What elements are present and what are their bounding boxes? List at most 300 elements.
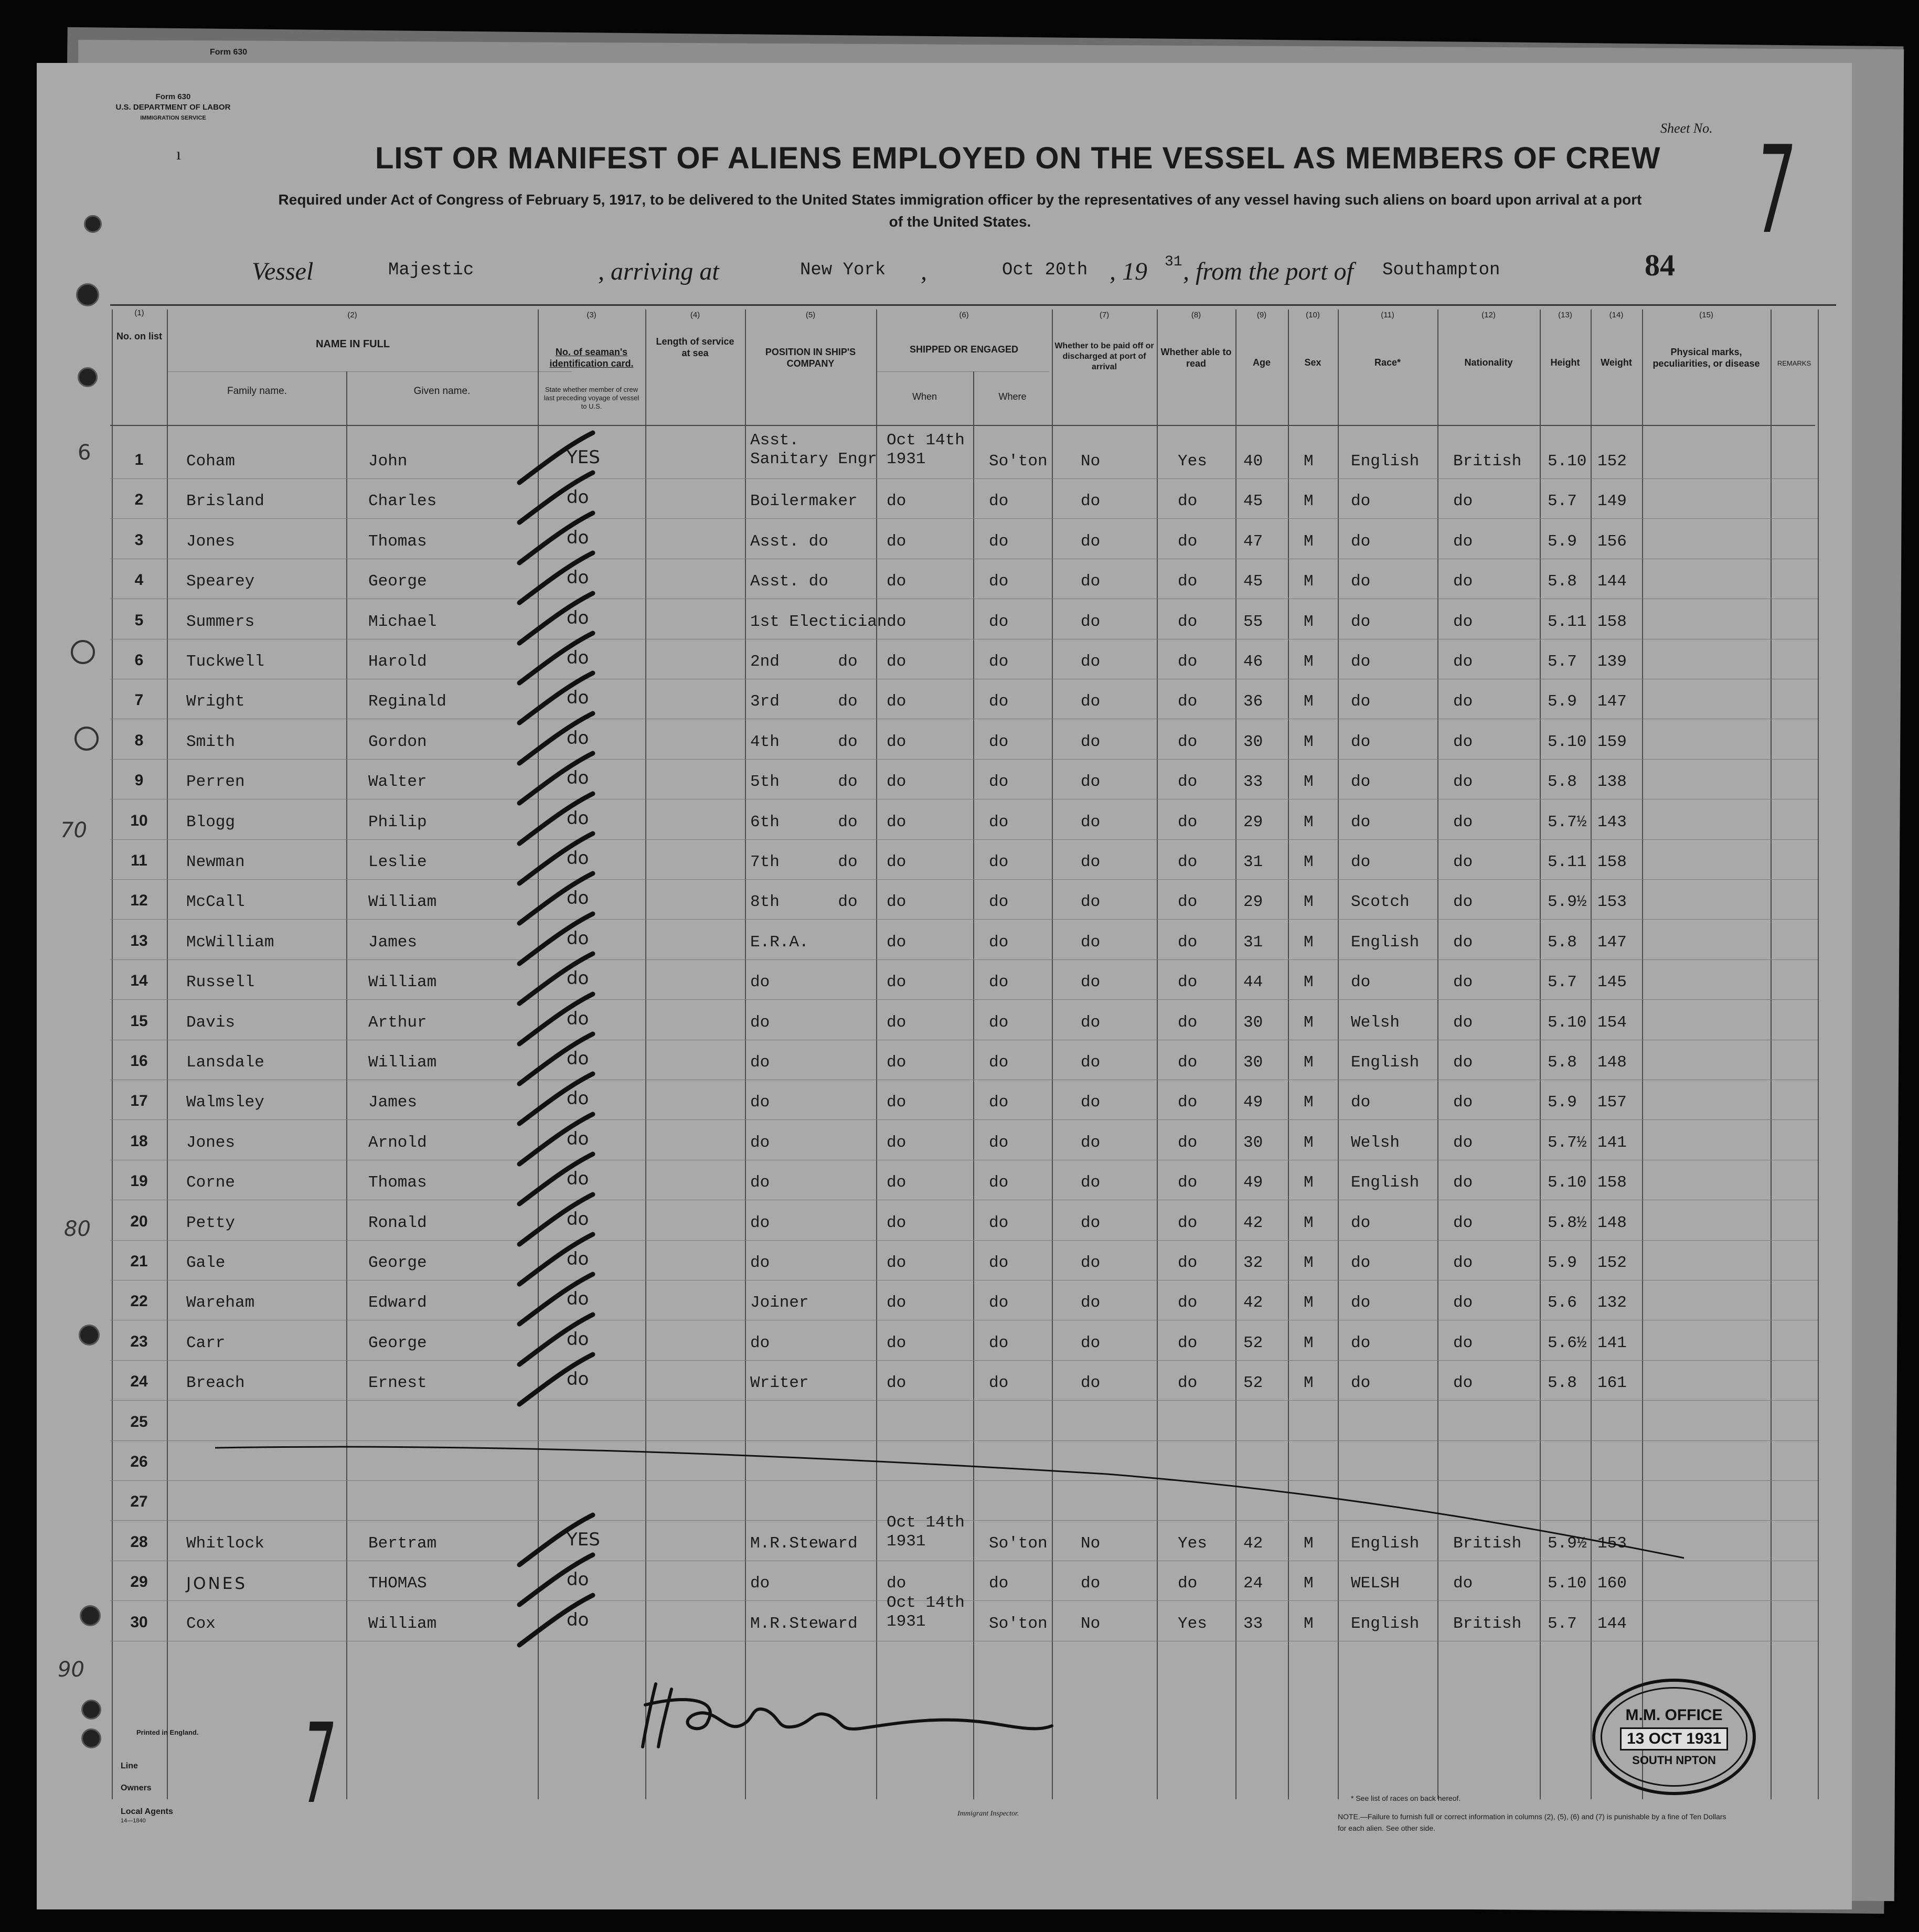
cell-where: do — [989, 692, 1009, 711]
cell-nat: do — [1453, 1173, 1473, 1192]
cell-ht: 5.8½ — [1548, 1214, 1587, 1232]
row-number: 28 — [130, 1533, 148, 1551]
cell-given: Arthur — [368, 1013, 427, 1032]
cell-where: do — [989, 1254, 1009, 1272]
margin-note: 6 — [78, 441, 91, 465]
row-number: 13 — [130, 932, 148, 949]
colnum: (2) — [347, 311, 357, 319]
cell-where: do — [989, 1134, 1009, 1152]
cell-race: English — [1351, 452, 1420, 471]
cell-read: do — [1178, 653, 1198, 671]
row-rule — [110, 919, 1818, 920]
cell-pos: 3rd do — [750, 692, 858, 711]
cell-age: 52 — [1243, 1334, 1263, 1352]
cell-paid: do — [1081, 733, 1101, 751]
cell-paid: do — [1081, 973, 1101, 991]
cell-race: do — [1351, 692, 1371, 711]
races-note: * See list of races on back hereof. — [1351, 1794, 1461, 1802]
col-rule — [112, 309, 113, 1799]
punch-hole — [79, 1325, 100, 1346]
check-slash — [519, 873, 593, 923]
cell-age: 49 — [1243, 1173, 1263, 1192]
cell-nat: British — [1453, 1615, 1522, 1633]
colnum: (4) — [690, 311, 700, 319]
cell-paid: do — [1081, 1173, 1101, 1192]
cell-race: do — [1351, 1093, 1371, 1112]
row-number: 15 — [130, 1012, 148, 1030]
cell-ht: 5.7½ — [1548, 813, 1587, 831]
card-entry: do — [567, 1088, 589, 1109]
shipped-subrule — [876, 371, 1049, 372]
margin-note: 90 — [58, 1658, 84, 1682]
cell-wt: 132 — [1597, 1294, 1627, 1312]
owners-label: Owners — [121, 1784, 152, 1792]
cell-paid: do — [1081, 532, 1101, 551]
year-prefix: , 19 — [1110, 258, 1147, 285]
row-rule — [110, 879, 1818, 880]
card-entry: do — [567, 1609, 589, 1630]
row-rule — [110, 839, 1818, 840]
cell-ht: 5.8 — [1548, 933, 1577, 952]
check-slash — [519, 1194, 593, 1244]
card-entry: do — [567, 647, 589, 668]
cell-where: do — [989, 1053, 1009, 1072]
header-given-name: Given name. — [413, 386, 471, 397]
colnum: (12) — [1481, 311, 1496, 319]
header-race: Race* — [1374, 357, 1401, 368]
cell-where: do — [989, 653, 1009, 671]
departure-port: Southampton — [1382, 260, 1500, 280]
cell-pos: do — [750, 973, 770, 991]
cell-family: Wright — [186, 692, 245, 711]
cell-when: do — [887, 1374, 907, 1392]
row-number: 22 — [130, 1293, 148, 1310]
col-rule — [1818, 309, 1819, 1799]
cell-given: Thomas — [368, 1173, 427, 1192]
cell-nat: do — [1453, 1134, 1473, 1152]
cell-ht: 5.7 — [1548, 973, 1577, 991]
cell-pos: do — [750, 1214, 770, 1232]
cell-given: Thomas — [368, 532, 427, 551]
row-number: 11 — [131, 852, 147, 869]
cell-when: do — [887, 1173, 907, 1192]
cell-age: 45 — [1243, 492, 1263, 510]
check-slash — [519, 633, 593, 683]
cell-read: do — [1178, 1214, 1198, 1232]
cell-when: do — [887, 572, 907, 591]
cell-age: 52 — [1243, 1374, 1263, 1392]
cell-wt: 152 — [1597, 452, 1627, 471]
cell-ht: 5.10 — [1548, 733, 1587, 751]
cell-race: do — [1351, 572, 1371, 591]
row-number: 21 — [130, 1253, 148, 1270]
cell-where: do — [989, 1173, 1009, 1192]
cell-ht: 5.11 — [1548, 853, 1587, 871]
form-number: Form 630 — [155, 92, 191, 101]
cell-wt: 152 — [1597, 1254, 1627, 1272]
cell-family: Perren — [186, 773, 245, 791]
cell-age: 40 — [1243, 452, 1263, 471]
cell-pos: Writer — [750, 1374, 809, 1392]
cell-family: McCall — [186, 893, 245, 911]
card-entry: do — [567, 808, 589, 829]
row-number: 19 — [130, 1172, 148, 1190]
form-block — [105, 92, 241, 123]
punch-hole — [71, 640, 95, 664]
cell-age: 30 — [1243, 1134, 1263, 1152]
cell-ht: 5.8 — [1548, 1374, 1577, 1392]
cell-age: 45 — [1243, 572, 1263, 591]
cell-where: do — [989, 1093, 1009, 1112]
cell-nat: do — [1453, 813, 1473, 831]
row-number: 25 — [130, 1413, 148, 1431]
cell-pos: 4th do — [750, 733, 858, 751]
check-slash — [519, 1154, 593, 1204]
card-entry: YES — [567, 1529, 600, 1550]
colnum: (11) — [1381, 311, 1394, 319]
inspector-signature — [624, 1673, 1096, 1752]
page-title: LIST OR MANIFEST OF ALIENS EMPLOYED ON THE VESSEL AS MEMBERS OF CREW — [375, 141, 1661, 175]
cell-read: do — [1178, 492, 1198, 510]
cell-where: do — [989, 1214, 1009, 1232]
cell-given: Harold — [368, 653, 427, 671]
row-number: 23 — [130, 1333, 148, 1350]
agents-code: 14—1840 — [121, 1818, 146, 1824]
cell-nat: do — [1453, 1053, 1473, 1072]
row-rule — [110, 1400, 1818, 1401]
cell-read: do — [1178, 613, 1198, 631]
printed-note: Printed in England. — [136, 1728, 199, 1736]
cell-paid: do — [1081, 1053, 1101, 1072]
cell-race: Welsh — [1351, 1134, 1400, 1152]
cell-sex: M — [1304, 853, 1314, 871]
cell-wt: 154 — [1597, 1013, 1627, 1032]
cell-sex: M — [1304, 1173, 1314, 1192]
cell-when: do — [887, 492, 907, 510]
cell-read: do — [1178, 1574, 1198, 1593]
cell-race: do — [1351, 853, 1371, 871]
cell-race: English — [1351, 933, 1420, 952]
cell-read: do — [1178, 973, 1198, 991]
cell-ht: 5.10 — [1548, 1173, 1587, 1192]
cell-where: do — [989, 492, 1009, 510]
cell-sex: M — [1304, 692, 1314, 711]
cell-read: do — [1178, 532, 1198, 551]
header-length-of-service: Length of service at sea — [656, 336, 734, 358]
cell-family: Summers — [186, 613, 255, 631]
line-label: Line — [121, 1762, 138, 1770]
cell-given: George — [368, 1334, 427, 1352]
row-number: 5 — [134, 612, 144, 629]
cell-nat: do — [1453, 692, 1473, 711]
card-entry: do — [567, 1248, 589, 1269]
cell-pos: Asst. Sanitary Engr — [750, 431, 877, 468]
cell-paid: do — [1081, 1214, 1101, 1232]
cell-age: 30 — [1243, 1013, 1263, 1032]
service-name: IMMIGRATION SERVICE — [140, 115, 206, 121]
row-rule — [110, 999, 1818, 1000]
cell-family: Blogg — [186, 813, 236, 831]
name-subrule — [168, 371, 572, 372]
card-entry: do — [567, 687, 589, 708]
margin-tick: ı — [176, 144, 181, 163]
cell-when: do — [887, 933, 907, 952]
arriving-label: , arriving at — [598, 258, 719, 285]
cell-sex: M — [1304, 1053, 1314, 1072]
cell-nat: do — [1453, 1254, 1473, 1272]
punch-hole — [81, 1700, 101, 1720]
cell-when: Oct 14th 1931 — [887, 1513, 965, 1551]
row-number: 8 — [134, 732, 144, 749]
card-entry: do — [567, 607, 589, 628]
cell-race: do — [1351, 1294, 1371, 1312]
cell-age: 31 — [1243, 933, 1263, 952]
cell-wt: 148 — [1597, 1214, 1627, 1232]
cell-pos: 7th do — [750, 853, 858, 871]
cell-race: do — [1351, 532, 1371, 551]
cell-paid: do — [1081, 1574, 1101, 1593]
vessel-name: Majestic — [388, 260, 474, 280]
cell-read: do — [1178, 813, 1198, 831]
row-number: 17 — [130, 1092, 148, 1109]
cell-wt: 145 — [1597, 973, 1627, 991]
table-top-rule — [110, 304, 1836, 306]
sheet-no-label: Sheet No. — [1660, 121, 1713, 136]
cell-family: Russell — [186, 973, 255, 991]
cell-paid: do — [1081, 492, 1101, 510]
header-when: When — [912, 391, 937, 402]
cell-race: do — [1351, 492, 1371, 510]
cell-ht: 5.6 — [1548, 1294, 1577, 1312]
row-rule — [110, 1240, 1818, 1241]
punch-hole — [81, 1728, 101, 1748]
cell-where: do — [989, 1574, 1009, 1593]
cell-paid: do — [1081, 1134, 1101, 1152]
cell-when: do — [887, 1013, 907, 1032]
cell-family: Tuckwell — [186, 653, 264, 671]
cell-race: English — [1351, 1173, 1420, 1192]
cell-race: do — [1351, 773, 1371, 791]
cell-when: do — [887, 1294, 907, 1312]
colnum: (9) — [1256, 311, 1267, 319]
cell-family: Gale — [186, 1254, 226, 1272]
row-number: 6 — [134, 652, 144, 669]
row-number: 18 — [130, 1133, 148, 1150]
cell-age: 31 — [1243, 853, 1263, 871]
from-port-label: , from the port of — [1183, 258, 1353, 285]
cell-age: 55 — [1243, 613, 1263, 631]
cell-sex: M — [1304, 452, 1314, 471]
cell-where: do — [989, 813, 1009, 831]
cell-given: William — [368, 893, 437, 911]
row-number: 7 — [134, 691, 144, 709]
stamp-inner-ring — [1601, 1687, 1747, 1787]
margin-note: 70 — [60, 818, 87, 842]
row-number: 26 — [130, 1453, 148, 1470]
cell-wt: 156 — [1597, 532, 1627, 551]
cell-paid: do — [1081, 773, 1101, 791]
col-rule — [1771, 309, 1772, 1799]
header-remarks: REMARKS — [1777, 359, 1811, 367]
cell-wt: 161 — [1597, 1374, 1627, 1392]
cell-race: do — [1351, 1334, 1371, 1352]
cell-sex: M — [1304, 532, 1314, 551]
cell-nat: do — [1453, 532, 1473, 551]
cell-family: Newman — [186, 853, 245, 871]
cell-family: Whitlock — [186, 1534, 264, 1553]
row-number: 2 — [134, 491, 144, 508]
cell-sex: M — [1304, 492, 1314, 510]
cell-age: 33 — [1243, 773, 1263, 791]
cell-family: Smith — [186, 733, 236, 751]
row-rule — [110, 1119, 1818, 1120]
cell-given: Reginald — [368, 692, 446, 711]
cell-wt: 141 — [1597, 1334, 1627, 1352]
cell-where: So'ton — [989, 1534, 1048, 1553]
colnum: (15) — [1699, 311, 1713, 319]
colnum: (10) — [1306, 311, 1320, 319]
cell-read: do — [1178, 1294, 1198, 1312]
col-rule — [167, 309, 168, 1799]
row-number: 10 — [130, 812, 148, 829]
stamp-place: SOUTH NPTON — [1632, 1754, 1716, 1767]
arrival-port: New York — [800, 260, 886, 280]
cell-family: Spearey — [186, 572, 255, 591]
cell-pos: 6th do — [750, 813, 858, 831]
cell-pos: 5th do — [750, 773, 858, 791]
cell-age: 30 — [1243, 1053, 1263, 1072]
cell-race: do — [1351, 1374, 1371, 1392]
card-entry: do — [567, 767, 589, 788]
cell-where: do — [989, 1374, 1009, 1392]
header-name-in-full: NAME IN FULL — [315, 338, 390, 350]
cell-race: Scotch — [1351, 893, 1410, 911]
cell-wt: 138 — [1597, 773, 1627, 791]
header-paid-off: Whether to be paid off or discharged at port of arrival — [1054, 341, 1154, 371]
handwritten-mark: 7 — [297, 1700, 339, 1828]
row-number: 27 — [130, 1493, 148, 1510]
punch-hole — [74, 727, 99, 751]
cell-nat: do — [1453, 613, 1473, 631]
card-entry: do — [567, 527, 589, 548]
check-slash — [519, 1354, 593, 1404]
cell-race: do — [1351, 733, 1371, 751]
cell-nat: do — [1453, 492, 1473, 510]
row-rule — [110, 959, 1818, 960]
cell-pos: do — [750, 1013, 770, 1032]
cell-when: do — [887, 1214, 907, 1232]
cell-nat: do — [1453, 973, 1473, 991]
agents-label: Local Agents — [121, 1807, 173, 1816]
card-entry: do — [567, 1048, 589, 1069]
cell-when: Oct 14th 1931 — [887, 1594, 965, 1631]
cell-sex: M — [1304, 893, 1314, 911]
cell-paid: do — [1081, 692, 1101, 711]
cell-age: 30 — [1243, 733, 1263, 751]
cell-where: do — [989, 532, 1009, 551]
check-slash — [519, 1034, 593, 1084]
cell-sex: M — [1304, 1294, 1314, 1312]
cell-race: do — [1351, 813, 1371, 831]
cell-paid: do — [1081, 1294, 1101, 1312]
cell-nat: do — [1453, 1093, 1473, 1112]
cell-race: do — [1351, 1214, 1371, 1232]
cell-wt: 158 — [1597, 853, 1627, 871]
cell-pos: do — [750, 1173, 770, 1192]
header-id-card-note: State whether member of crew last preceding voyage of vessel to U.S. — [543, 386, 639, 410]
colnum: (13) — [1558, 311, 1572, 319]
cell-given: Michael — [368, 613, 437, 631]
cell-age: 44 — [1243, 973, 1263, 991]
cell-given: Charles — [368, 492, 437, 510]
cell-ht: 5.7½ — [1548, 1134, 1587, 1152]
cell-where: do — [989, 613, 1009, 631]
colnum: (7) — [1099, 311, 1110, 319]
cell-read: do — [1178, 1093, 1198, 1112]
check-slash — [519, 1315, 593, 1364]
cell-ht: 5.9 — [1548, 1254, 1577, 1272]
cell-given: Gordon — [368, 733, 427, 751]
cell-age: 42 — [1243, 1214, 1263, 1232]
cell-race: English — [1351, 1053, 1420, 1072]
cell-sex: M — [1304, 1134, 1314, 1152]
cell-paid: do — [1081, 933, 1101, 952]
punch-hole — [84, 215, 102, 233]
department-name: U.S. DEPARTMENT OF LABOR — [115, 103, 231, 112]
cell-pos: E.R.A. — [750, 933, 809, 952]
row-number: 24 — [130, 1373, 148, 1390]
cell-pos: Asst. do — [750, 572, 828, 591]
header-physical-marks: Physical marks, peculiarities, or disease — [1653, 347, 1760, 369]
cell-sex: M — [1304, 653, 1314, 671]
cell-when: Oct 14th 1931 — [887, 431, 965, 468]
cell-sex: M — [1304, 1093, 1314, 1112]
cell-ht: 5.8 — [1548, 1053, 1577, 1072]
cell-where: So'ton — [989, 452, 1048, 471]
cell-paid: do — [1081, 613, 1101, 631]
cell-given: James — [368, 933, 418, 952]
penalty-note: NOTE.—Failure to furnish full or correct information in columns (2), (5), (6) and (7) is punishable by a fine of Ten Dollars for each alien. See other side. — [1338, 1812, 1726, 1832]
card-entry: do — [567, 968, 589, 989]
cell-wt: 141 — [1597, 1134, 1627, 1152]
card-entry: do — [567, 888, 589, 909]
colnum: (3) — [587, 311, 596, 319]
arrival-date: Oct 20th — [1002, 260, 1088, 280]
cell-where: do — [989, 973, 1009, 991]
row-number: 14 — [130, 972, 148, 989]
cell-wt: 139 — [1597, 653, 1627, 671]
cell-race: English — [1351, 1534, 1420, 1553]
cell-family: Cox — [186, 1615, 216, 1633]
cell-pos: M.R.Steward — [750, 1534, 858, 1553]
cell-when: do — [887, 853, 907, 871]
cell-given: Philip — [368, 813, 427, 831]
cell-wt: 158 — [1597, 613, 1627, 631]
cell-family: Coham — [186, 452, 236, 471]
card-entry: do — [567, 1369, 589, 1390]
colnum: (1) — [134, 308, 144, 317]
manifest-page — [37, 63, 1852, 1909]
cell-family: Wareham — [186, 1294, 255, 1312]
cell-ht: 5.7 — [1548, 653, 1577, 671]
card-entry: do — [567, 1288, 589, 1309]
cell-read: do — [1178, 692, 1198, 711]
row-rule — [110, 478, 1818, 479]
header-bottom-rule — [110, 425, 1815, 426]
cell-nat: do — [1453, 733, 1473, 751]
stamp-office: M.M. OFFICE — [1625, 1706, 1723, 1724]
cell-nat: do — [1453, 1013, 1473, 1032]
